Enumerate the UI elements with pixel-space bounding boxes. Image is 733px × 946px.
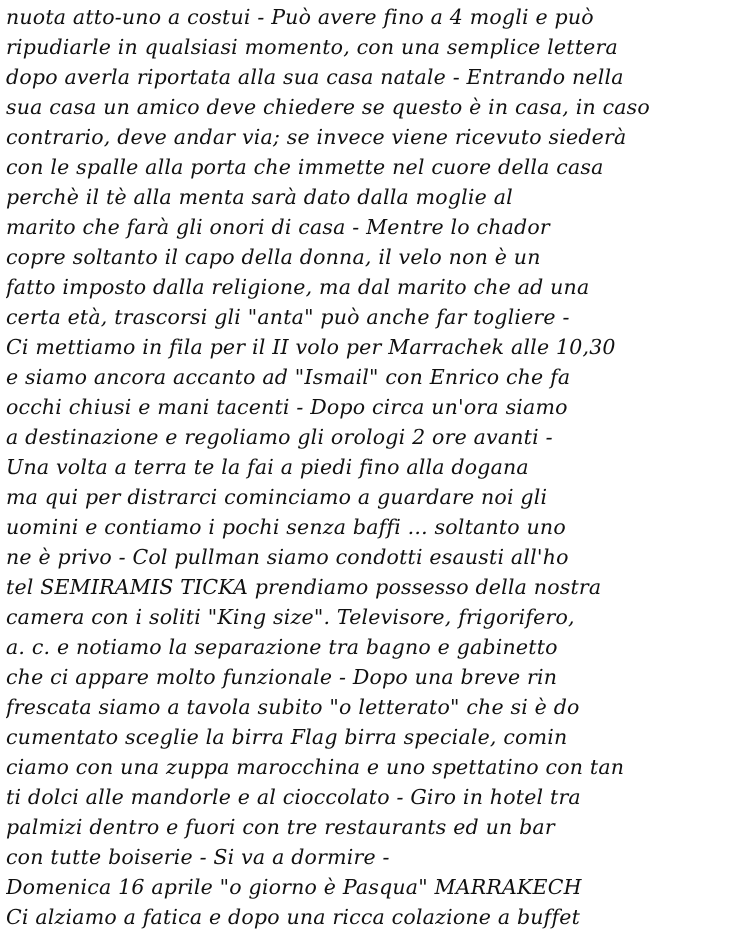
text-line: a. c. e notiamo la separazione tra bagno e gabinetto xyxy=(6,635,558,659)
text-line: sua casa un amico deve chiedere se questo è in casa, in caso xyxy=(6,95,650,119)
text-line: contrario, deve andar via; se invece viene ricevuto siederà xyxy=(6,125,627,149)
text-line: frescata siamo a tavola subito "o letterato" che si è do xyxy=(6,695,580,719)
text-line: palmizi dentro e fuori con tre restaurants ed un bar xyxy=(6,815,555,839)
text-line: tel SEMIRAMIS TICKA prendiamo possesso della nostra xyxy=(6,575,602,599)
text-line: ma qui per distrarci cominciamo a guardare noi gli xyxy=(6,485,548,509)
text-line: cumentato sceglie la birra Flag birra speciale, comin xyxy=(6,725,568,749)
text-line: e siamo ancora accanto ad "Ismail" con Enrico che fa xyxy=(6,365,571,389)
text-line: ciamo con una zuppa marocchina e uno spettatino con tan xyxy=(6,755,625,779)
text-line: a destinazione e regoliamo gli orologi 2 ore avanti - xyxy=(6,425,553,449)
text-line: Domenica 16 aprile "o giorno è Pasqua" MARRAKECH xyxy=(6,875,582,899)
text-line: ripudiarle in qualsiasi momento, con una semplice lettera xyxy=(6,35,618,59)
text-line: dopo averla riportata alla sua casa natale - Entrando nella xyxy=(6,65,624,89)
text-line: perchè il tè alla menta sarà dato dalla moglie al xyxy=(6,185,513,209)
text-line: camera con i soliti "King size". Televisore, frigorifero, xyxy=(6,605,575,629)
text-line: con tutte boiserie - Si va a dormire - xyxy=(6,845,390,869)
text-line: copre soltanto il capo della donna, il velo non è un xyxy=(6,245,541,269)
text-line: che ci appare molto funzionale - Dopo una breve rin xyxy=(6,665,558,689)
text-line: ti dolci alle mandorle e al cioccolato - Giro in hotel tra xyxy=(6,785,581,809)
text-line: Ci mettiamo in fila per il II volo per Marrachek alle 10,30 xyxy=(6,335,616,359)
text-line: ne è privo - Col pullman siamo condotti esausti all'ho xyxy=(6,545,569,569)
text-line: nuota atto-uno a costui - Può avere fino a 4 mogli e può xyxy=(6,5,594,29)
text-line: fatto imposto dalla religione, ma dal marito che ad una xyxy=(6,275,590,299)
text-line: con le spalle alla porta che immette nel cuore della casa xyxy=(6,155,604,179)
text-line: Una volta a terra te la fai a piedi fino alla dogana xyxy=(6,455,529,479)
text-line: marito che farà gli onori di casa - Mentre lo chador xyxy=(6,215,550,239)
text-line: Ci alziamo a fatica e dopo una ricca colazione a buffet xyxy=(6,905,581,929)
text-line: uomini e contiamo i pochi senza baffi ... soltanto uno xyxy=(6,515,566,539)
text-line: certa età, trascorsi gli "anta" può anche far togliere - xyxy=(6,305,570,329)
text-line: occhi chiusi e mani tacenti - Dopo circa un'ora siamo xyxy=(6,395,568,419)
